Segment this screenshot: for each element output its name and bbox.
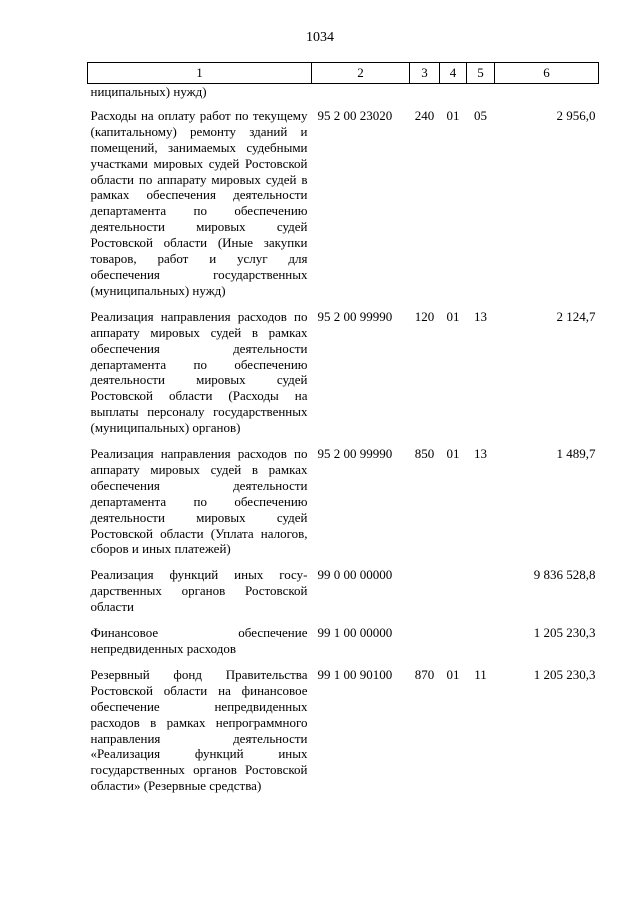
column-header: 5 [467,63,495,84]
section-code [440,619,467,661]
target-article-code: 99 1 00 90100 [317,666,393,682]
section-code [440,561,467,619]
header-row [88,63,599,84]
target-article-code: 95 2 00 23020 [317,107,393,123]
table-row [88,102,599,303]
expense-type-code: 120 [414,308,435,324]
section-code: 01 [446,666,460,682]
table-row [88,440,599,561]
column-header: 2 [312,63,410,84]
target-article-code: 99 1 00 00000 [317,625,393,641]
target-article-code: 95 2 00 99990 [317,308,393,324]
subsection-code: 11 [474,666,487,682]
expense-type-code [410,561,440,619]
expense-name: Финансовое обеспечение непредвиденных расходов [90,625,308,656]
expense-type-code: 240 [414,107,435,123]
amount: 1 489,7 [556,446,596,462]
continuation-row [88,84,599,102]
table-row [88,561,599,619]
expense-name: Реализация направления расходов по аппарату мировых судей в рамках обеспечения деятельности департамента по обеспечению деятельности мировых судей Ростовской области (Расходы на выплаты персоналу государственных (муниципальных) органов) [90,308,308,436]
amount: 1 205 230,3 [533,625,596,641]
subsection-code: 13 [474,446,487,462]
subsection-code [467,619,495,661]
table-row [88,661,599,798]
section-code: 01 [446,446,460,462]
table-row [88,303,599,440]
expense-name: Реализация функций иных государственных органов Ростовской области [90,567,308,615]
page-number: 1034 [306,30,334,45]
table-row [88,619,599,661]
target-article-code: 95 2 00 99990 [317,446,393,462]
expense-name: Расходы на оплату работ по текущему (капитальному) ремонту зданий и помещений, занимаемых судебными участками мировых судей Ростовской области по аппарату мировых судей в рамках обеспечения деятельности департамента по обеспечению деятельности мировых судей Ростовской области (Иные закупки товаров, работ и услуг для обеспечения государственных (муниципальных) нужд) [90,107,308,298]
column-header: 4 [440,63,467,84]
target-article-code: 99 0 00 00000 [317,567,393,583]
section-code: 01 [446,308,460,324]
amount: 1 205 230,3 [533,666,596,682]
expense-type-code: 870 [414,666,435,682]
column-header: 6 [495,63,599,84]
amount: 2 956,0 [556,107,596,123]
column-header: 3 [410,63,440,84]
budget-table [87,62,599,798]
amount: 2 124,7 [556,308,596,324]
subsection-code: 13 [474,308,487,324]
subsection-code [467,561,495,619]
amount: 9 836 528,8 [533,567,596,583]
expense-name: Резервный фонд Правительства Ростовской области на финансовое обеспечение непредвиденных расходов в рамках непрограммного направления деятельности «Реализация функций иных государственных органов Ростовской области» (Резервные средства) [90,666,308,794]
section-code: 01 [446,107,460,123]
continuation-text: ниципальных) нужд) [90,84,207,99]
expense-name: Реализация направления расходов по аппарату мировых судей в рамках обеспечения деятельности департамента по обеспечению деятельности мировых судей Ростовской области (Уплата налогов, сборов и иных платежей) [90,446,308,557]
column-header: 1 [88,63,312,84]
expense-type-code [410,619,440,661]
subsection-code: 05 [474,107,487,123]
expense-type-code: 850 [414,446,435,462]
